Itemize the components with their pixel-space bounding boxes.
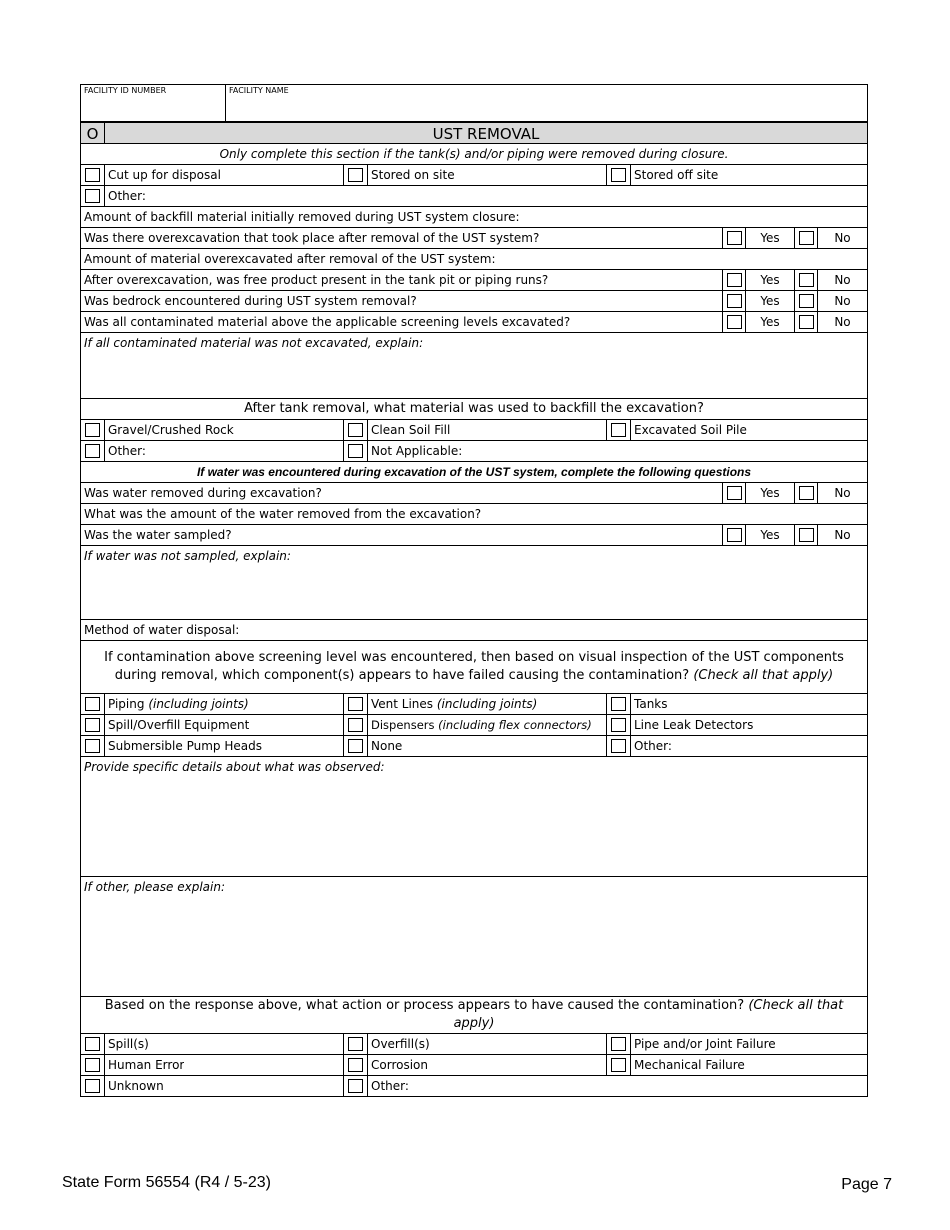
water-removed-question: Was water removed during excavation? — [81, 483, 723, 503]
section-title-row — [81, 122, 867, 144]
overfills-checkbox[interactable] — [348, 1037, 363, 1051]
water-removed-no-checkbox[interactable] — [799, 486, 814, 500]
no-label: No — [834, 273, 851, 287]
no-label: No — [834, 315, 851, 329]
stored-on-site-label: Stored on site — [371, 168, 455, 182]
backfill-removed-label: Amount of backfill material initially removed during UST system closure: — [84, 210, 520, 224]
stored-on-site-checkbox[interactable] — [348, 168, 363, 182]
water-amount-label: What was the amount of the water removed from the excavation? — [84, 507, 482, 521]
not-applicable-checkbox[interactable] — [348, 444, 363, 458]
material-overexcavated-row[interactable] — [81, 249, 867, 270]
facility-id-field[interactable] — [81, 85, 226, 121]
water-removed-row — [81, 483, 867, 504]
tanks-label: Tanks — [634, 697, 668, 711]
no-label: No — [834, 486, 851, 500]
mechanical-label: Mechanical Failure — [634, 1058, 745, 1072]
contaminated-excavated-question: Was all contaminated material above the applicable screening levels excavated? — [81, 312, 723, 332]
form-number: State Form 56554 (R4 / 5-23) — [62, 1174, 271, 1191]
observed-details-field[interactable] — [81, 757, 867, 877]
facility-id-label: FACILITY ID NUMBER — [84, 86, 167, 95]
water-disposal-label: Method of water disposal: — [84, 623, 240, 637]
components-heading-row — [81, 641, 867, 694]
section-title: UST REMOVAL — [432, 125, 540, 143]
causes-row-2 — [81, 1055, 867, 1076]
contaminated-yes-checkbox[interactable] — [727, 315, 742, 329]
backfill-removed-row[interactable] — [81, 207, 867, 228]
vent-lines-note: (including joints) — [436, 697, 538, 711]
water-amount-row[interactable] — [81, 504, 867, 525]
causes-heading-row — [81, 997, 867, 1034]
backfill-other-checkbox[interactable] — [85, 444, 100, 458]
causes-row-1 — [81, 1034, 867, 1055]
corrosion-label: Corrosion — [371, 1058, 428, 1072]
backfill-options-row — [81, 420, 867, 441]
disposal-other-label: Other: — [108, 189, 146, 203]
clean-soil-label: Clean Soil Fill — [371, 423, 451, 437]
water-removed-yes-checkbox[interactable] — [727, 486, 742, 500]
not-excavated-explain-field[interactable] — [81, 333, 867, 399]
components-heading-note: (Check all that apply) — [693, 668, 834, 683]
causes-row-3 — [81, 1076, 867, 1096]
backfill-other-label: Other: — [108, 444, 146, 458]
line-leak-checkbox[interactable] — [611, 718, 626, 732]
none-label: None — [371, 739, 403, 753]
components-row-1 — [81, 694, 867, 715]
no-label: No — [834, 528, 851, 542]
human-error-label: Human Error — [108, 1058, 185, 1072]
stored-off-site-label: Stored off site — [634, 168, 719, 182]
free-product-row — [81, 270, 867, 291]
components-row-2 — [81, 715, 867, 736]
vent-lines-label: Vent Lines — [371, 697, 434, 711]
cause-other-label: Other: — [371, 1079, 409, 1093]
water-sampled-no-checkbox[interactable] — [799, 528, 814, 542]
cut-up-label: Cut up for disposal — [108, 168, 221, 182]
not-applicable-label: Not Applicable: — [371, 444, 463, 458]
contaminated-no-checkbox[interactable] — [799, 315, 814, 329]
water-heading: If water was encountered during excavation of the UST system, complete the following questions — [196, 465, 752, 479]
yes-label: Yes — [760, 273, 780, 287]
cut-up-checkbox[interactable] — [85, 168, 100, 182]
backfill-heading-row — [81, 399, 867, 420]
components-heading — [81, 641, 867, 693]
other-explain-label: If other, please explain: — [84, 880, 225, 894]
spills-label: Spill(s) — [108, 1037, 149, 1051]
excavated-soil-checkbox[interactable] — [611, 423, 626, 437]
gravel-label: Gravel/Crushed Rock — [108, 423, 234, 437]
disposal-other-checkbox[interactable] — [85, 189, 100, 203]
backfill-heading: After tank removal, what material was used to backfill the excavation? — [244, 401, 704, 416]
bedrock-no-checkbox[interactable] — [799, 294, 814, 308]
page-number: Page 7 — [841, 1176, 892, 1193]
facility-name-field[interactable] — [226, 85, 867, 121]
backfill-other-row — [81, 441, 867, 462]
piping-note: (including joints) — [148, 697, 249, 711]
water-sampled-yes-checkbox[interactable] — [727, 528, 742, 542]
overexcavation-row — [81, 228, 867, 249]
observed-details-label: Provide specific details about what was observed: — [84, 760, 385, 774]
spills-checkbox[interactable] — [85, 1037, 100, 1051]
clean-soil-checkbox[interactable] — [348, 423, 363, 437]
yes-label: Yes — [760, 486, 780, 500]
causes-heading-text: Based on the response above, what action or process appears to have caused the contamination? — [104, 998, 745, 1013]
water-sampled-question: Was the water sampled? — [81, 525, 723, 545]
water-sampled-row — [81, 525, 867, 546]
line-leak-label: Line Leak Detectors — [634, 718, 754, 732]
spill-overfill-checkbox[interactable] — [85, 718, 100, 732]
ust-removal-form — [80, 84, 868, 1097]
facility-header-row — [81, 85, 867, 122]
none-checkbox[interactable] — [348, 739, 363, 753]
no-label: No — [834, 294, 851, 308]
yes-label: Yes — [760, 315, 780, 329]
section-instruction: Only complete this section if the tank(s) and/or piping were removed during closure. — [219, 147, 729, 161]
no-label: No — [834, 231, 851, 245]
corrosion-checkbox[interactable] — [348, 1058, 363, 1072]
dispensers-checkbox[interactable] — [348, 718, 363, 732]
dispensers-label: Dispensers — [371, 718, 435, 732]
components-heading-text: If contamination above screening level was encountered, then based on visual inspection of the UST components during removal, which component(s) appears to have failed causing the contamination? — [104, 650, 844, 683]
pump-heads-checkbox[interactable] — [85, 739, 100, 753]
material-overexcavated-label: Amount of material overexcavated after removal of the UST system: — [84, 252, 496, 266]
free-product-yes-checkbox[interactable] — [727, 273, 742, 287]
causes-heading-note: (Check all that apply) — [453, 998, 844, 1031]
component-other-checkbox[interactable] — [611, 739, 626, 753]
component-other-label: Other: — [634, 739, 672, 753]
tanks-checkbox[interactable] — [611, 697, 626, 711]
yes-label: Yes — [760, 528, 780, 542]
other-explain-field[interactable] — [81, 877, 867, 997]
section-letter: O — [81, 123, 105, 143]
yes-label: Yes — [760, 231, 780, 245]
pipe-joint-label: Pipe and/or Joint Failure — [634, 1037, 776, 1051]
free-product-no-checkbox[interactable] — [799, 273, 814, 287]
disposal-options-row — [81, 165, 867, 186]
bedrock-question: Was bedrock encountered during UST system removal? — [81, 291, 723, 311]
water-heading-row — [81, 462, 867, 483]
water-explain-label: If water was not sampled, explain: — [84, 549, 291, 563]
gravel-checkbox[interactable] — [85, 423, 100, 437]
unknown-checkbox[interactable] — [85, 1079, 100, 1093]
section-instruction-row — [81, 144, 867, 165]
piping-label: Piping — [108, 697, 145, 711]
yes-label: Yes — [760, 294, 780, 308]
overfills-label: Overfill(s) — [371, 1037, 430, 1051]
contaminated-excavated-row — [81, 312, 867, 333]
stored-off-site-checkbox[interactable] — [611, 168, 626, 182]
free-product-question: After overexcavation, was free product present in the tank pit or piping runs? — [81, 270, 723, 290]
excavated-soil-label: Excavated Soil Pile — [634, 423, 747, 437]
vent-lines-checkbox[interactable] — [348, 697, 363, 711]
overexcavation-question: Was there overexcavation that took place after removal of the UST system? — [81, 228, 723, 248]
facility-name-label: FACILITY NAME — [229, 86, 289, 95]
water-explain-field[interactable] — [81, 546, 867, 620]
pump-heads-label: Submersible Pump Heads — [108, 739, 262, 753]
mechanical-checkbox[interactable] — [611, 1058, 626, 1072]
disposal-other-row — [81, 186, 867, 207]
bedrock-row — [81, 291, 867, 312]
cause-other-checkbox[interactable] — [348, 1079, 363, 1093]
unknown-label: Unknown — [108, 1079, 164, 1093]
bedrock-yes-checkbox[interactable] — [727, 294, 742, 308]
components-row-3 — [81, 736, 867, 757]
dispensers-note: (including flex connectors) — [438, 718, 592, 732]
overexcavation-no-checkbox[interactable] — [799, 231, 814, 245]
piping-checkbox[interactable] — [85, 697, 100, 711]
human-error-checkbox[interactable] — [85, 1058, 100, 1072]
water-disposal-row[interactable] — [81, 620, 867, 641]
pipe-joint-checkbox[interactable] — [611, 1037, 626, 1051]
not-excavated-explain-label: If all contaminated material was not excavated, explain: — [84, 336, 424, 350]
causes-heading — [81, 997, 867, 1033]
spill-overfill-label: Spill/Overfill Equipment — [108, 718, 250, 732]
overexcavation-yes-checkbox[interactable] — [727, 231, 742, 245]
